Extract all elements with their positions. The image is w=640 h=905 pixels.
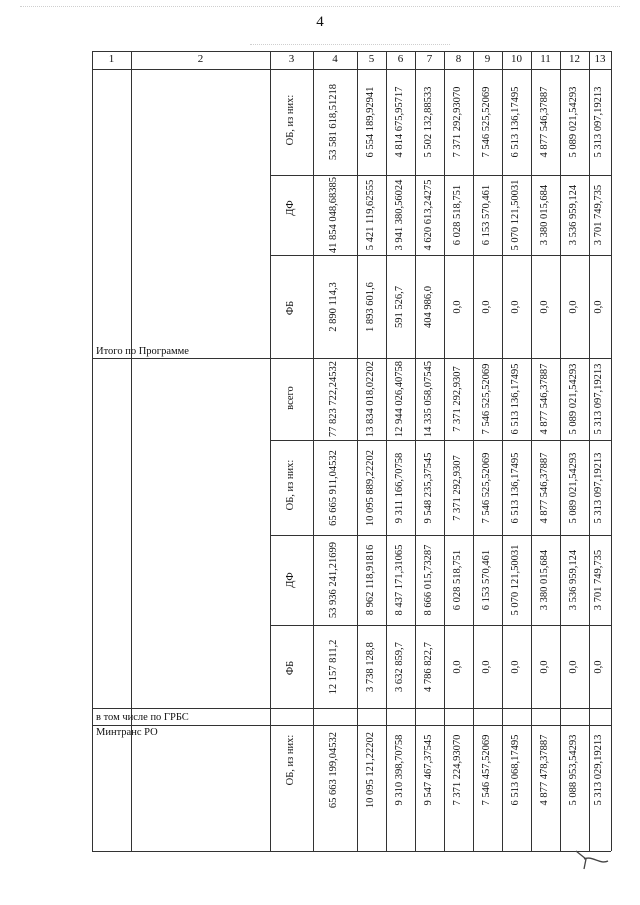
column-number: 10 <box>511 53 522 65</box>
table-vline <box>415 51 416 851</box>
table-vline <box>270 51 271 851</box>
value-cell-vsego: 77 823 722,24532 <box>328 360 339 438</box>
value-cell-ob_top: 5 313 097,19213 <box>593 86 604 158</box>
table-vline <box>560 51 561 851</box>
value-cell-fb_mid: 0,0 <box>593 659 604 674</box>
value-cell-ob_mid: 5 089 021,54293 <box>567 452 579 523</box>
value-cell-fb_mid: 3 632 859,7 <box>393 641 405 692</box>
value-cell-df_mid: 5 070 121,50031 <box>509 544 521 616</box>
value-cell-df_mid: 8 437 171,31065 <box>393 544 405 616</box>
section-mintrans-label: Минтранс РО <box>96 727 158 738</box>
value-cell-ob_top: 53 581 618,51218 <box>328 83 339 161</box>
page-number: 4 <box>316 14 324 30</box>
value-cell-vsego: 5 313 097,19213 <box>593 363 604 435</box>
column-header-fb_top: ФБ <box>284 300 296 316</box>
value-cell-df_top: 3 536 959,124 <box>567 184 579 246</box>
value-cell-vsego: 14 335 058,07545 <box>422 360 434 438</box>
table-vline <box>502 51 503 851</box>
column-number: 4 <box>332 53 338 65</box>
value-cell-ob_bottom: 9 547 467,37545 <box>422 734 434 806</box>
value-cell-ob_mid: 7 546 525,52069 <box>480 452 492 523</box>
value-cell-fb_mid: 0,0 <box>538 659 550 674</box>
table-hline <box>270 625 611 626</box>
scan-mark <box>20 6 620 7</box>
value-cell-vsego: 12 944 026,40758 <box>393 360 405 438</box>
column-number: 6 <box>397 53 404 65</box>
value-cell-fb_top: 0,0 <box>451 299 463 314</box>
table-vline <box>531 51 532 851</box>
table-vline <box>444 51 445 851</box>
column-header-vsego: всего <box>284 386 296 410</box>
value-cell-fb_top: 1 893 601,6 <box>364 281 376 332</box>
value-cell-df_top: 4 620 613,24275 <box>422 179 434 251</box>
column-number: 3 <box>288 53 295 65</box>
column-header-ob_bottom: ОБ, из них: <box>284 734 296 786</box>
value-cell-ob_top: 5 502 132,88533 <box>422 86 434 158</box>
value-cell-ob_bottom: 5 313 029,19213 <box>593 734 604 806</box>
value-cell-ob_mid: 6 513 136,17495 <box>509 452 521 523</box>
column-header-ob_mid: ОБ, из них: <box>284 459 296 511</box>
value-cell-fb_top: 2 890 114,3 <box>328 281 339 332</box>
value-cell-fb_mid: 0,0 <box>451 659 463 674</box>
value-cell-df_top: 6 153 570,461 <box>480 184 492 246</box>
value-cell-vsego: 13 834 018,02202 <box>364 360 376 438</box>
table-hline <box>270 255 611 256</box>
table-vline <box>611 51 612 851</box>
table-hline <box>92 358 611 359</box>
table-hline <box>270 535 611 536</box>
value-cell-ob_bottom: 9 310 398,70758 <box>393 734 405 806</box>
value-cell-ob_top: 6 513 136,17495 <box>509 86 521 158</box>
value-cell-vsego: 4 877 546,37887 <box>538 363 550 435</box>
table-hline <box>270 175 611 176</box>
table-hline <box>92 851 611 852</box>
value-cell-ob_bottom: 5 088 953,54293 <box>567 734 579 806</box>
value-cell-vsego: 5 089 021,54293 <box>567 363 579 435</box>
value-cell-ob_bottom: 4 877 478,37887 <box>538 734 550 806</box>
value-cell-fb_top: 404 986,0 <box>422 285 434 328</box>
table-hline <box>92 708 611 709</box>
value-cell-ob_top: 4 814 675,95717 <box>393 86 405 158</box>
value-cell-df_top: 5 421 119,62555 <box>364 179 376 251</box>
value-cell-fb_top: 0,0 <box>538 299 550 314</box>
value-cell-df_top: 3 701 749,735 <box>593 184 604 246</box>
value-cell-ob_mid: 9 548 235,37545 <box>422 452 434 523</box>
value-cell-df_mid: 53 936 241,21699 <box>328 541 339 619</box>
table-hline <box>92 725 611 726</box>
value-cell-ob_top: 6 554 189,92941 <box>364 86 376 158</box>
table-hline <box>92 69 611 70</box>
table-hline <box>92 51 611 52</box>
value-cell-ob_mid: 4 877 546,37887 <box>538 452 550 523</box>
column-number: 12 <box>569 53 580 65</box>
table-vline <box>473 51 474 851</box>
value-cell-vsego: 6 513 136,17495 <box>509 363 521 435</box>
signature-mark <box>572 845 612 875</box>
table-vline <box>92 51 93 851</box>
column-number: 1 <box>108 53 115 65</box>
value-cell-ob_mid: 5 313 097,19213 <box>593 452 604 523</box>
column-header-fb_mid: ФБ <box>284 660 296 676</box>
value-cell-fb_mid: 4 786 822,7 <box>422 641 434 692</box>
value-cell-df_mid: 3 536 959,124 <box>567 549 579 611</box>
value-cell-df_top: 41 854 048,68385 <box>328 176 339 254</box>
value-cell-ob_top: 7 371 292,93070 <box>451 86 463 158</box>
column-number: 8 <box>455 53 462 65</box>
value-cell-fb_top: 0,0 <box>567 299 579 314</box>
table-vline <box>357 51 358 851</box>
value-cell-ob_bottom: 7 371 224,93070 <box>451 734 463 806</box>
value-cell-ob_top: 4 877 546,37887 <box>538 86 550 158</box>
column-number: 9 <box>484 53 491 65</box>
table-vline <box>386 51 387 851</box>
column-number: 7 <box>426 53 433 65</box>
column-number: 11 <box>540 53 551 65</box>
value-cell-df_mid: 8 666 015,73287 <box>422 544 434 616</box>
scan-mark <box>250 44 450 45</box>
value-cell-ob_bottom: 65 663 199,04532 <box>328 731 339 809</box>
value-cell-ob_mid: 65 665 911,04532 <box>328 449 339 526</box>
value-cell-ob_mid: 9 311 166,70758 <box>393 452 405 523</box>
value-cell-vsego: 7 546 525,52069 <box>480 363 492 435</box>
value-cell-fb_top: 0,0 <box>480 299 492 314</box>
value-cell-fb_mid: 0,0 <box>480 659 492 674</box>
table-vline <box>589 51 590 851</box>
value-cell-df_mid: 3 380 015,684 <box>538 549 550 611</box>
section-grbs-label: в том числе по ГРБС <box>96 712 189 723</box>
value-cell-ob_top: 5 089 021,54293 <box>567 86 579 158</box>
value-cell-fb_mid: 0,0 <box>509 659 521 674</box>
value-cell-df_top: 6 028 518,751 <box>451 184 463 246</box>
value-cell-ob_mid: 7 371 292,9307 <box>451 454 463 521</box>
value-cell-df_mid: 8 962 118,91816 <box>364 544 376 616</box>
value-cell-ob_bottom: 6 513 068,17495 <box>509 734 521 806</box>
value-cell-fb_top: 0,0 <box>509 299 521 314</box>
column-number: 13 <box>594 53 606 65</box>
value-cell-df_mid: 6 028 518,751 <box>451 549 463 611</box>
table-hline <box>270 440 611 441</box>
table-vline <box>313 51 314 851</box>
column-header-df_top: ДФ <box>284 200 296 216</box>
value-cell-df_top: 3 941 380,56024 <box>393 179 405 251</box>
value-cell-ob_bottom: 7 546 457,52069 <box>480 734 492 806</box>
value-cell-fb_top: 0,0 <box>593 299 604 314</box>
value-cell-fb_mid: 3 738 128,8 <box>364 641 376 692</box>
column-header-df_mid: ДФ <box>284 572 296 588</box>
value-cell-fb_mid: 0,0 <box>567 659 579 674</box>
value-cell-df_mid: 6 153 570,461 <box>480 549 492 611</box>
value-cell-ob_top: 7 546 525,52069 <box>480 86 492 158</box>
value-cell-df_mid: 3 701 749,735 <box>593 549 604 611</box>
column-number: 2 <box>197 53 204 65</box>
value-cell-ob_bottom: 10 095 121,22202 <box>364 731 376 809</box>
column-header-ob_top: ОБ, из них: <box>284 94 296 146</box>
value-cell-fb_mid: 12 157 811,2 <box>328 639 339 694</box>
value-cell-df_top: 5 070 121,50031 <box>509 179 521 251</box>
value-cell-ob_mid: 10 095 889,22202 <box>364 449 376 526</box>
column-number: 5 <box>368 53 375 65</box>
value-cell-fb_top: 591 526,7 <box>393 285 405 328</box>
value-cell-vsego: 7 371 292,9307 <box>451 366 463 432</box>
value-cell-df_top: 3 380 015,684 <box>538 184 550 246</box>
section-total-label: Итого по Программе <box>96 346 189 357</box>
